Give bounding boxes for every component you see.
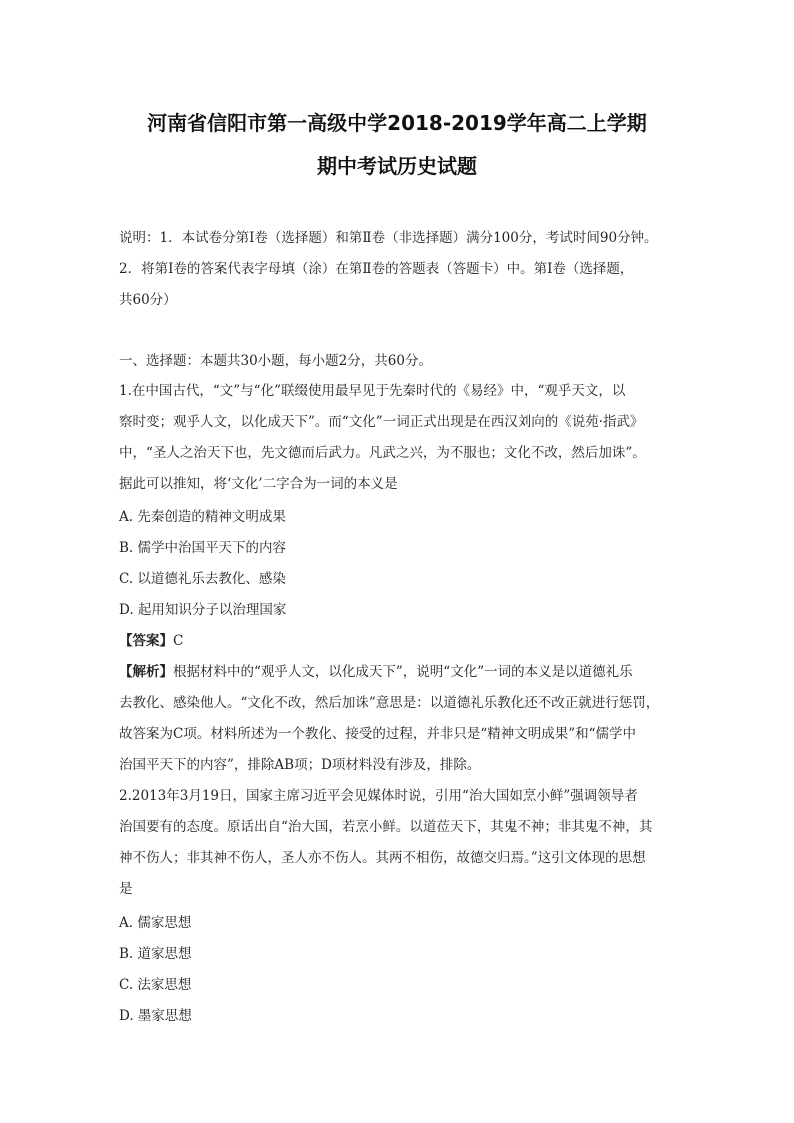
- q1-analysis-line: 故答案为C项。材料所述为一个教化、接受的过程，并非只是“精神文明成果”和“儒学中: [119, 726, 637, 742]
- document-title-line1: 河南省信阳市第一高级中学2018-2019学年高二上学期: [147, 111, 647, 135]
- instruction-line-3: 共60分）: [119, 292, 177, 308]
- q2-stem-line: 是: [119, 881, 133, 897]
- q1-stem-line: 1.在中国古代，“文”与“化”联缀使用最早见于先秦时代的《易经》中，“观乎天文，以: [119, 383, 626, 399]
- instruction-line-1: 说明：1．本试卷分第Ⅰ卷（选择题）和第Ⅱ卷（非选择题）满分100分，考试时间90分钟。: [119, 230, 658, 246]
- q1-option-a: A. 先秦创造的精神文明成果: [119, 509, 286, 525]
- q2-stem-line: 治国要有的态度。原话出自“治大国，若烹小鲜。以道莅天下，其鬼不神；非其鬼不神，其: [119, 819, 653, 835]
- q1-analysis-line: [119, 662, 633, 682]
- answer-value: C: [173, 633, 184, 649]
- q2-option-b: B. 道家思想: [119, 946, 192, 962]
- document-title-line2: 期中考试历史试题: [317, 154, 477, 178]
- section-heading: 一、选择题：本题共30小题，每小题2分，共60分。: [119, 353, 432, 369]
- q1-analysis-line: 去教化、感染他人。“文化不改，然后加诛”意思是：以道德礼乐教化还不改正就进行惩罚，: [119, 695, 660, 711]
- q2-stem-line: 2.2013年3月19日，国家主席习近平会见媒体时说，引用“治大国如烹小鲜”强调领导者: [119, 788, 638, 804]
- q1-analysis-line: 治国平天下的内容”，排除AB项；D项材料没有涉及，排除。: [119, 757, 481, 773]
- q2-option-c: C. 法家思想: [119, 977, 192, 993]
- q1-option-b: B. 儒学中治国平天下的内容: [119, 540, 287, 556]
- answer-label: 【答案】: [119, 633, 173, 649]
- q1-option-c: C. 以道德礼乐去教化、感染: [119, 571, 286, 587]
- q1-stem-line: 中，“圣人之治天下也，先文德而后武力。凡武之兴，为不服也；文化不改，然后加诛”。: [119, 445, 646, 461]
- q1-stem-line: 据此可以推知，将‘文化’二字合为一词的本义是: [119, 476, 398, 492]
- q1-option-d: D. 起用知识分子以治理国家: [119, 602, 287, 618]
- analysis-label: 【解析】: [119, 664, 173, 680]
- instruction-line-2: 2．将第Ⅰ卷的答案代表字母填（涂）在第Ⅱ卷的答题表（答题卡）中。第Ⅰ卷（选择题，: [119, 261, 634, 277]
- q2-option-d: D. 墨家思想: [119, 1008, 192, 1024]
- q1-stem-line: 察时变；观乎人文，以化成天下”。而“文化”一词正式出现是在西汉刘向的《说苑·指武》: [119, 414, 644, 430]
- q2-option-a: A. 儒家思想: [119, 915, 192, 931]
- q2-stem-line: 神不伤人；非其神不伤人，圣人亦不伤人。其两不相伤，故德交归焉。”这引文体现的思想: [119, 850, 646, 866]
- q1-answer: [119, 631, 183, 651]
- analysis-text: 根据材料中的“观乎人文，以化成天下”，说明“文化”一词的本义是以道德礼乐: [173, 664, 633, 680]
